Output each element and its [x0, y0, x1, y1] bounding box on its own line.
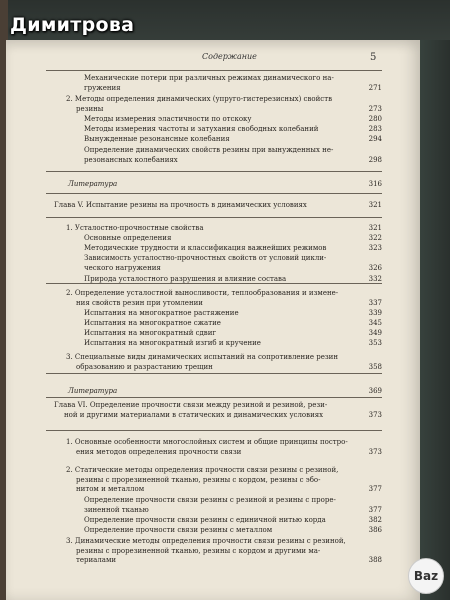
toc-entry-text: гружения — [84, 83, 121, 92]
toc-entry-text: Механические потери при различных режимах динамического на- — [84, 74, 334, 82]
toc-page-number: 294 — [368, 135, 382, 143]
toc-page-number: 386 — [368, 526, 382, 534]
toc-entry-text: Вынужденные резонансные колебания — [84, 135, 230, 143]
page-header — [6, 52, 420, 68]
toc-entry-text: резины — [76, 104, 104, 113]
toc-entry-text: резонансных колебаниях — [84, 155, 178, 164]
toc-entry-text: Испытания на многократный изгиб и кручение — [84, 339, 261, 347]
toc-page-number: 332 — [368, 275, 382, 283]
book-cover-right — [416, 40, 450, 600]
toc-entry-text: териалами — [76, 556, 117, 564]
section-rule — [46, 193, 382, 194]
toc-entry-text: 2. Статические методы определения прочности связи резины с резиной, — [66, 466, 339, 474]
toc-entry-text: Литература — [68, 180, 118, 188]
toc-entry-text: ческого нагружения — [84, 263, 161, 272]
toc-entry-text: Определение прочности связи резины с единичной нитью корда — [84, 516, 326, 524]
toc-entry-text: Испытания на многократный сдвиг — [84, 329, 217, 337]
toc-page-number: 271 — [368, 83, 382, 92]
toc-page-number: 349 — [368, 329, 382, 337]
toc-page-number: 377 — [368, 505, 382, 514]
toc-page-number: 322 — [368, 234, 382, 242]
toc-entry-text: нитом и металлом — [76, 485, 145, 493]
toc-page-number: 353 — [368, 339, 382, 347]
toc-entry-text: образованию и разрастанию трещин — [76, 362, 213, 371]
toc-entry-text: Определение прочности связи резины с металлом — [84, 526, 273, 534]
toc-page-number: 280 — [368, 115, 382, 123]
seller-watermark: Димитрова — [10, 14, 135, 36]
toc-entry-text: ния свойств резин при утомлении — [76, 298, 203, 307]
header-rule — [46, 70, 382, 71]
toc-entry-text: 2. Методы определения динамических (упруго-гистерезисных) свойств — [66, 95, 333, 103]
toc-page-number: 321 — [368, 201, 382, 209]
toc-entry-text: Определение прочности связи резины с резиной и резины с проре- — [84, 496, 336, 504]
toc-entry-text: 3. Динамические методы определения прочности связи резины с резиной, — [66, 537, 346, 545]
toc-entry-text: Природа усталостного разрушения и влияние состава — [84, 275, 287, 283]
toc-entry-text: Методы измерения частоты и затухания свободных колебаний — [84, 125, 319, 133]
toc-entry-text: 3. Специальные виды динамических испытаний на сопротивление резин — [66, 353, 339, 361]
toc-entry-text: Определение динамических свойств резины при вынужденных не- — [84, 146, 334, 154]
section-rule — [46, 430, 382, 431]
toc-page-number: 373 — [368, 410, 382, 419]
page-number: 5 — [370, 52, 377, 63]
toc-page-number: 339 — [368, 309, 382, 317]
toc-entry-text: 2. Определение усталостной выносливости, теплообразования и измене- — [66, 289, 339, 297]
page-header-title: Содержание — [202, 52, 257, 61]
section-rule — [46, 397, 382, 398]
toc-entry-text: резины с прорезиненной тканью, резины с кордом, резины с эбо- — [76, 475, 321, 484]
toc-page-number: 273 — [368, 104, 382, 113]
toc-page-number: 337 — [368, 298, 382, 307]
toc-page-number: 388 — [368, 556, 382, 564]
toc-entry-text: Основные определения — [84, 234, 172, 242]
toc-entry-text: Методы измерения эластичности по отскоку — [84, 115, 252, 123]
section-rule — [46, 171, 382, 172]
toc-entry-text: ной и другими материалами в статических и динамических условиях — [64, 410, 324, 419]
toc-page-number: 358 — [368, 362, 382, 371]
toc-entry-text: Испытания на многократное сжатие — [84, 319, 221, 327]
toc-entry-text: ения методов определения прочности связи — [76, 447, 242, 456]
book-page — [6, 40, 420, 600]
toc-entry-text: 1. Основные особенности многослойных систем и общие принципы постро- — [66, 438, 348, 446]
toc-page-number: 316 — [368, 180, 382, 188]
toc-entry-text: Литература — [68, 387, 118, 395]
toc-page-number: 283 — [368, 125, 382, 133]
toc-entry-text: зиненной тканью — [84, 505, 149, 514]
toc-entry-text: резины с прорезиненной тканью, резины с кордом и другими ма- — [76, 546, 321, 555]
toc-page-number: 382 — [368, 516, 382, 524]
toc-page-number: 323 — [368, 244, 382, 252]
toc-page-number: 345 — [368, 319, 382, 327]
toc-entry-text: Глава V. Испытание резины на прочность в динамических условиях — [54, 201, 307, 209]
toc-page-number: 369 — [368, 387, 382, 395]
marketplace-badge: Baz — [408, 558, 444, 594]
toc-page-number: 373 — [368, 447, 382, 456]
toc-entry-text: Зависимость усталостно-прочностных свойств от условий цикли- — [84, 254, 327, 262]
toc-entry-text: Глава VI. Определение прочности связи между резиной и резиной, рези- — [54, 401, 328, 409]
toc-page-number: 377 — [368, 485, 382, 493]
toc-entry-text: Испытания на многократное растяжение — [84, 309, 239, 317]
toc-page-number: 326 — [368, 263, 382, 272]
toc-page-number: 298 — [368, 155, 382, 164]
toc-page-number: 321 — [368, 224, 382, 232]
section-rule — [46, 217, 382, 218]
section-rule — [46, 373, 382, 374]
toc-entry-text: Методические трудности и классификация важнейших режимов — [84, 244, 327, 252]
toc-entry-text: 1. Усталостно-прочностные свойства — [66, 224, 204, 232]
